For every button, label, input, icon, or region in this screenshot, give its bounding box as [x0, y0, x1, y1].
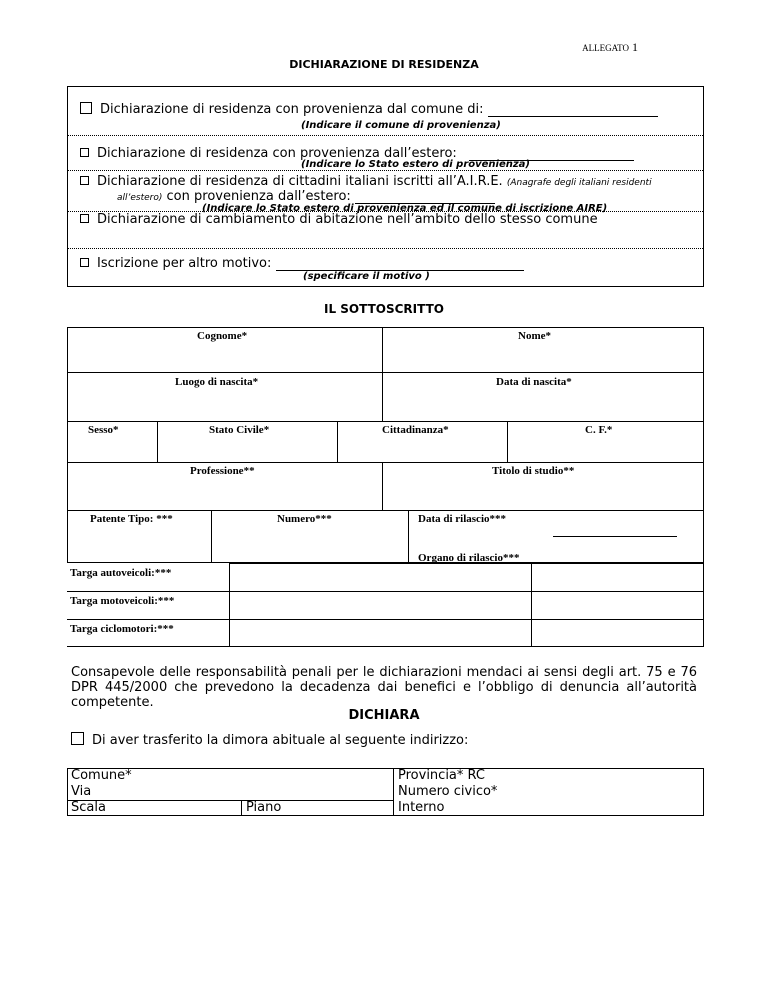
- label-codice-fiscale: C. F.*: [585, 424, 613, 436]
- transfer-option: Di aver trasferito la dimora abituale al seguente indirizzo:: [71, 732, 468, 748]
- section-title: IL SOTTOSCRITTO: [324, 302, 444, 316]
- document-title: DICHIARAZIONE DI RESIDENZA: [289, 58, 479, 71]
- label-stato-civile: Stato Civile*: [209, 424, 270, 436]
- address-table: [67, 768, 704, 816]
- label-sesso: Sesso*: [88, 424, 119, 436]
- dichiara-heading: DICHIARA: [348, 708, 420, 723]
- label-luogo-nascita: Luogo di nascita*: [175, 376, 259, 388]
- address-interno: Interno: [398, 800, 445, 815]
- checkbox-comune[interactable]: [80, 102, 92, 114]
- label-cognome: Cognome*: [197, 330, 248, 342]
- address-piano: Piano: [246, 800, 282, 815]
- label-data-nascita: Data di nascita*: [496, 376, 572, 388]
- label-data-rilascio: Data di rilascio***: [418, 513, 506, 525]
- label-nome: Nome*: [518, 330, 551, 342]
- label-targa-autoveicoli: Targa autoveicoli:***: [70, 567, 172, 579]
- label-organo-rilascio: Organo di rilascio***: [418, 552, 520, 564]
- checkbox-altro-motivo[interactable]: [80, 258, 89, 267]
- checkbox-cambio-abitazione[interactable]: [80, 214, 89, 223]
- address-provincia: Provincia* RC: [398, 768, 485, 783]
- address-scala: Scala: [71, 800, 106, 815]
- label-targa-ciclomotori: Targa ciclomotori:***: [70, 623, 174, 635]
- hint-comune: (Indicare il comune di provenienza): [301, 120, 501, 131]
- hint-aire: (Indicare lo Stato estero di provenienza ed il comune di iscrizione AIRE): [202, 203, 608, 214]
- label-numero-patente: Numero***: [277, 513, 332, 525]
- label-patente-tipo: Patente Tipo: ***: [90, 513, 173, 525]
- residence-type-options: Dichiarazione di residenza con provenienza dal comune di: (Indicare il comune di provenienza) Dichiarazione di residenza con provenienza dall’estero: (Indicare lo Stato estero di provenienza) Dichiarazione di residenza di cittadini italiani iscritti all’A.I.R.E. (Anagrafe degli italiani residenti all’estero) con provenienza dall’estero: (Indicare lo Stato estero di provenienza ed il comune di iscrizione AIRE) Dichiarazione di cambiamento di abitazione nell’ambito dello stesso comune Iscrizione per altro motivo: (specificare il motivo ): [67, 86, 704, 287]
- address-via: Via: [71, 784, 92, 799]
- personal-data-table: [67, 327, 704, 563]
- address-comune: Comune*: [71, 768, 132, 783]
- altro-motivo-field[interactable]: [276, 257, 524, 271]
- option-estero: Dichiarazione di residenza con provenienza dall’estero:: [80, 146, 634, 161]
- hint-estero: (Indicare lo Stato estero di provenienza): [301, 159, 531, 170]
- targa-table: [229, 563, 704, 647]
- aire-provenienza-field[interactable]: [355, 190, 495, 204]
- option-comune: Dichiarazione di residenza con provenienza dal comune di:: [80, 102, 658, 117]
- hint-altro-motivo: (specificare il motivo ): [303, 271, 430, 282]
- checkbox-estero[interactable]: [80, 148, 89, 157]
- label-titolo-studio: Titolo di studio**: [492, 465, 575, 477]
- address-numero-civico: Numero civico*: [398, 784, 498, 799]
- comune-provenienza-field[interactable]: [488, 103, 658, 117]
- label-targa-motoveicoli: Targa motoveicoli:***: [70, 595, 175, 607]
- checkbox-aire[interactable]: [80, 176, 89, 185]
- option-altro-motivo: Iscrizione per altro motivo:: [80, 256, 524, 271]
- checkbox-transfer[interactable]: [71, 732, 84, 745]
- label-cittadinanza: Cittadinanza*: [382, 424, 449, 436]
- option-cambio-abitazione: Dichiarazione di cambiamento di abitazione nell’ambito dello stesso comune: [80, 212, 598, 227]
- option-aire: Dichiarazione di residenza di cittadini italiani iscritti all’A.I.R.E. (Anagrafe degli italiani residenti: [80, 174, 652, 189]
- label-professione: Professione**: [190, 465, 255, 477]
- data-rilascio-field[interactable]: [553, 536, 677, 537]
- declaration-paragraph: Consapevole delle responsabilità penali per le dichiarazioni mendaci ai sensi degli art. 75 e 76 DPR 445/2000 che prevedono la decadenza dai benefici e l’obbligo di denuncia all’autorità competente.: [71, 665, 697, 710]
- allegato-label: ALLEGATO 1: [582, 40, 638, 54]
